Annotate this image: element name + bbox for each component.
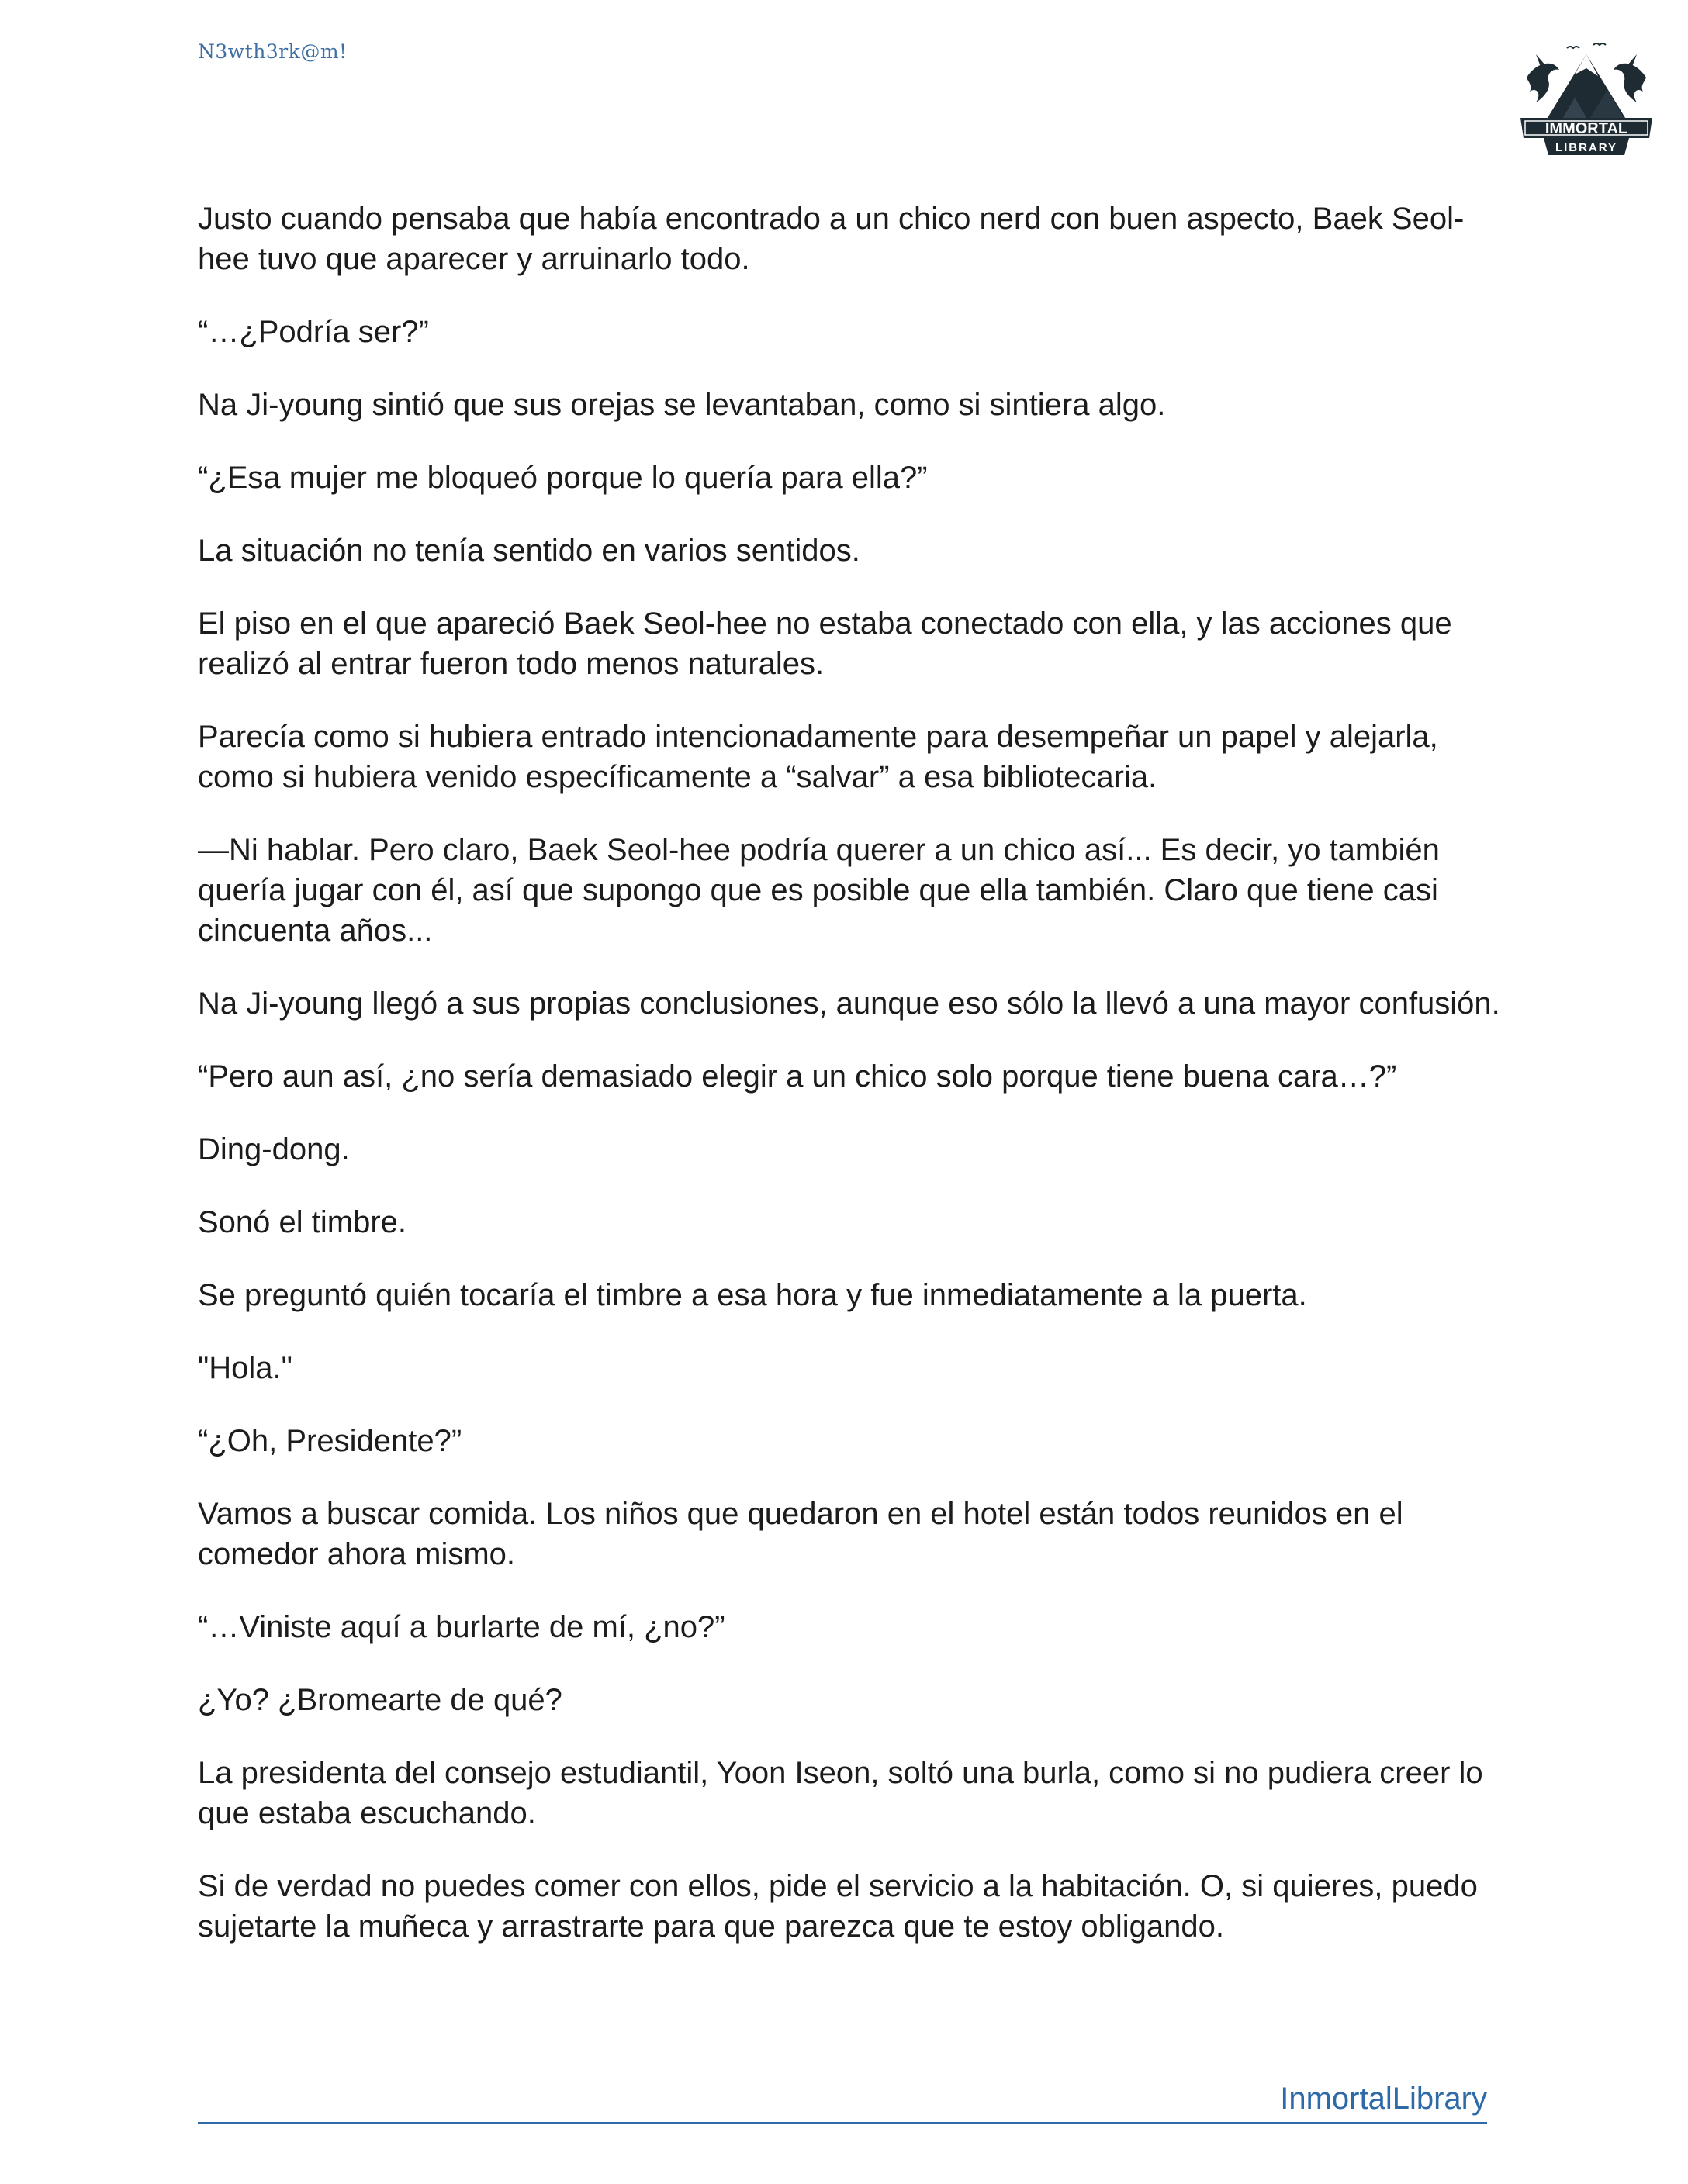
paragraph: Parecía como si hubiera entrado intencionadamente para desempeñar un papel y alejarla, como si hubiera venido específicamente a “salvar” a esa bibliotecaria. [198, 720, 1438, 794]
paragraph: Ding-dong. [198, 1132, 350, 1166]
logo-title-text: IMMORTAL [1544, 120, 1628, 137]
paragraph: “Pero aun así, ¿no sería demasiado elegir a un chico solo porque tiene buena cara…?” [198, 1059, 1397, 1094]
footer-link[interactable]: InmortalLibrary [1280, 2082, 1487, 2116]
paragraph: “¿Esa mujer me bloqueó porque lo quería para ella?” [198, 461, 928, 495]
paragraph: La presidenta del consejo estudiantil, Yoon Iseon, soltó una burla, como si no pudiera creer lo que estaba escuchando. [198, 1756, 1483, 1830]
story-body [198, 199, 1501, 1979]
paragraph: Se preguntó quién tocaría el timbre a esa hora y fue inmediatamente a la puerta. [198, 1278, 1307, 1312]
paragraph: “¿Oh, Presidente?” [198, 1424, 462, 1458]
logo-subtitle-text: LIBRARY [1555, 141, 1618, 154]
paragraph: Na Ji-young llegó a sus propias conclusiones, aunque eso sólo la llevó a una mayor confusión. [198, 987, 1500, 1021]
paragraph: Justo cuando pensaba que había encontrado a un chico nerd con buen aspecto, Baek Seol-hee tuvo que aparecer y arruinarlo todo. [198, 202, 1465, 276]
paragraph: Si de verdad no puedes comer con ellos, pide el servicio a la habitación. O, si quieres, puedo sujetarte la muñeca y arrastrarte para que parezca que te estoy obligando. [198, 1869, 1478, 1944]
paragraph: Na Ji-young sintió que sus orejas se levantaban, como si sintiera algo. [198, 388, 1166, 422]
paragraph: —Ni hablar. Pero claro, Baek Seol-hee podría querer a un chico así... Es decir, yo también quería jugar con él, así que supongo que es posible que ella también. Claro que tiene casi cincuenta años... [198, 833, 1440, 948]
footer-divider [198, 2122, 1487, 2124]
paragraph: Sonó el timbre. [198, 1205, 407, 1239]
paragraph: La situación no tenía sentido en varios sentidos. [198, 534, 860, 568]
paragraph: “…Viniste aquí a burlarte de mí, ¿no?” [198, 1610, 725, 1644]
paragraph: “…¿Podría ser?” [198, 315, 429, 349]
watermark-text: N3wth3rk@m! [198, 40, 348, 63]
paragraph: El piso en el que apareció Baek Seol-hee no estaba conectado con ella, y las acciones que realizó al entrar fueron todo menos naturales. [198, 606, 1452, 681]
paragraph: "Hola." [198, 1351, 292, 1385]
immortal-library-logo [1513, 31, 1660, 164]
paragraph: Vamos a buscar comida. Los niños que quedaron en el hotel están todos reunidos en el comedor ahora mismo. [198, 1497, 1403, 1571]
paragraph: ¿Yo? ¿Bromearte de qué? [198, 1683, 562, 1717]
